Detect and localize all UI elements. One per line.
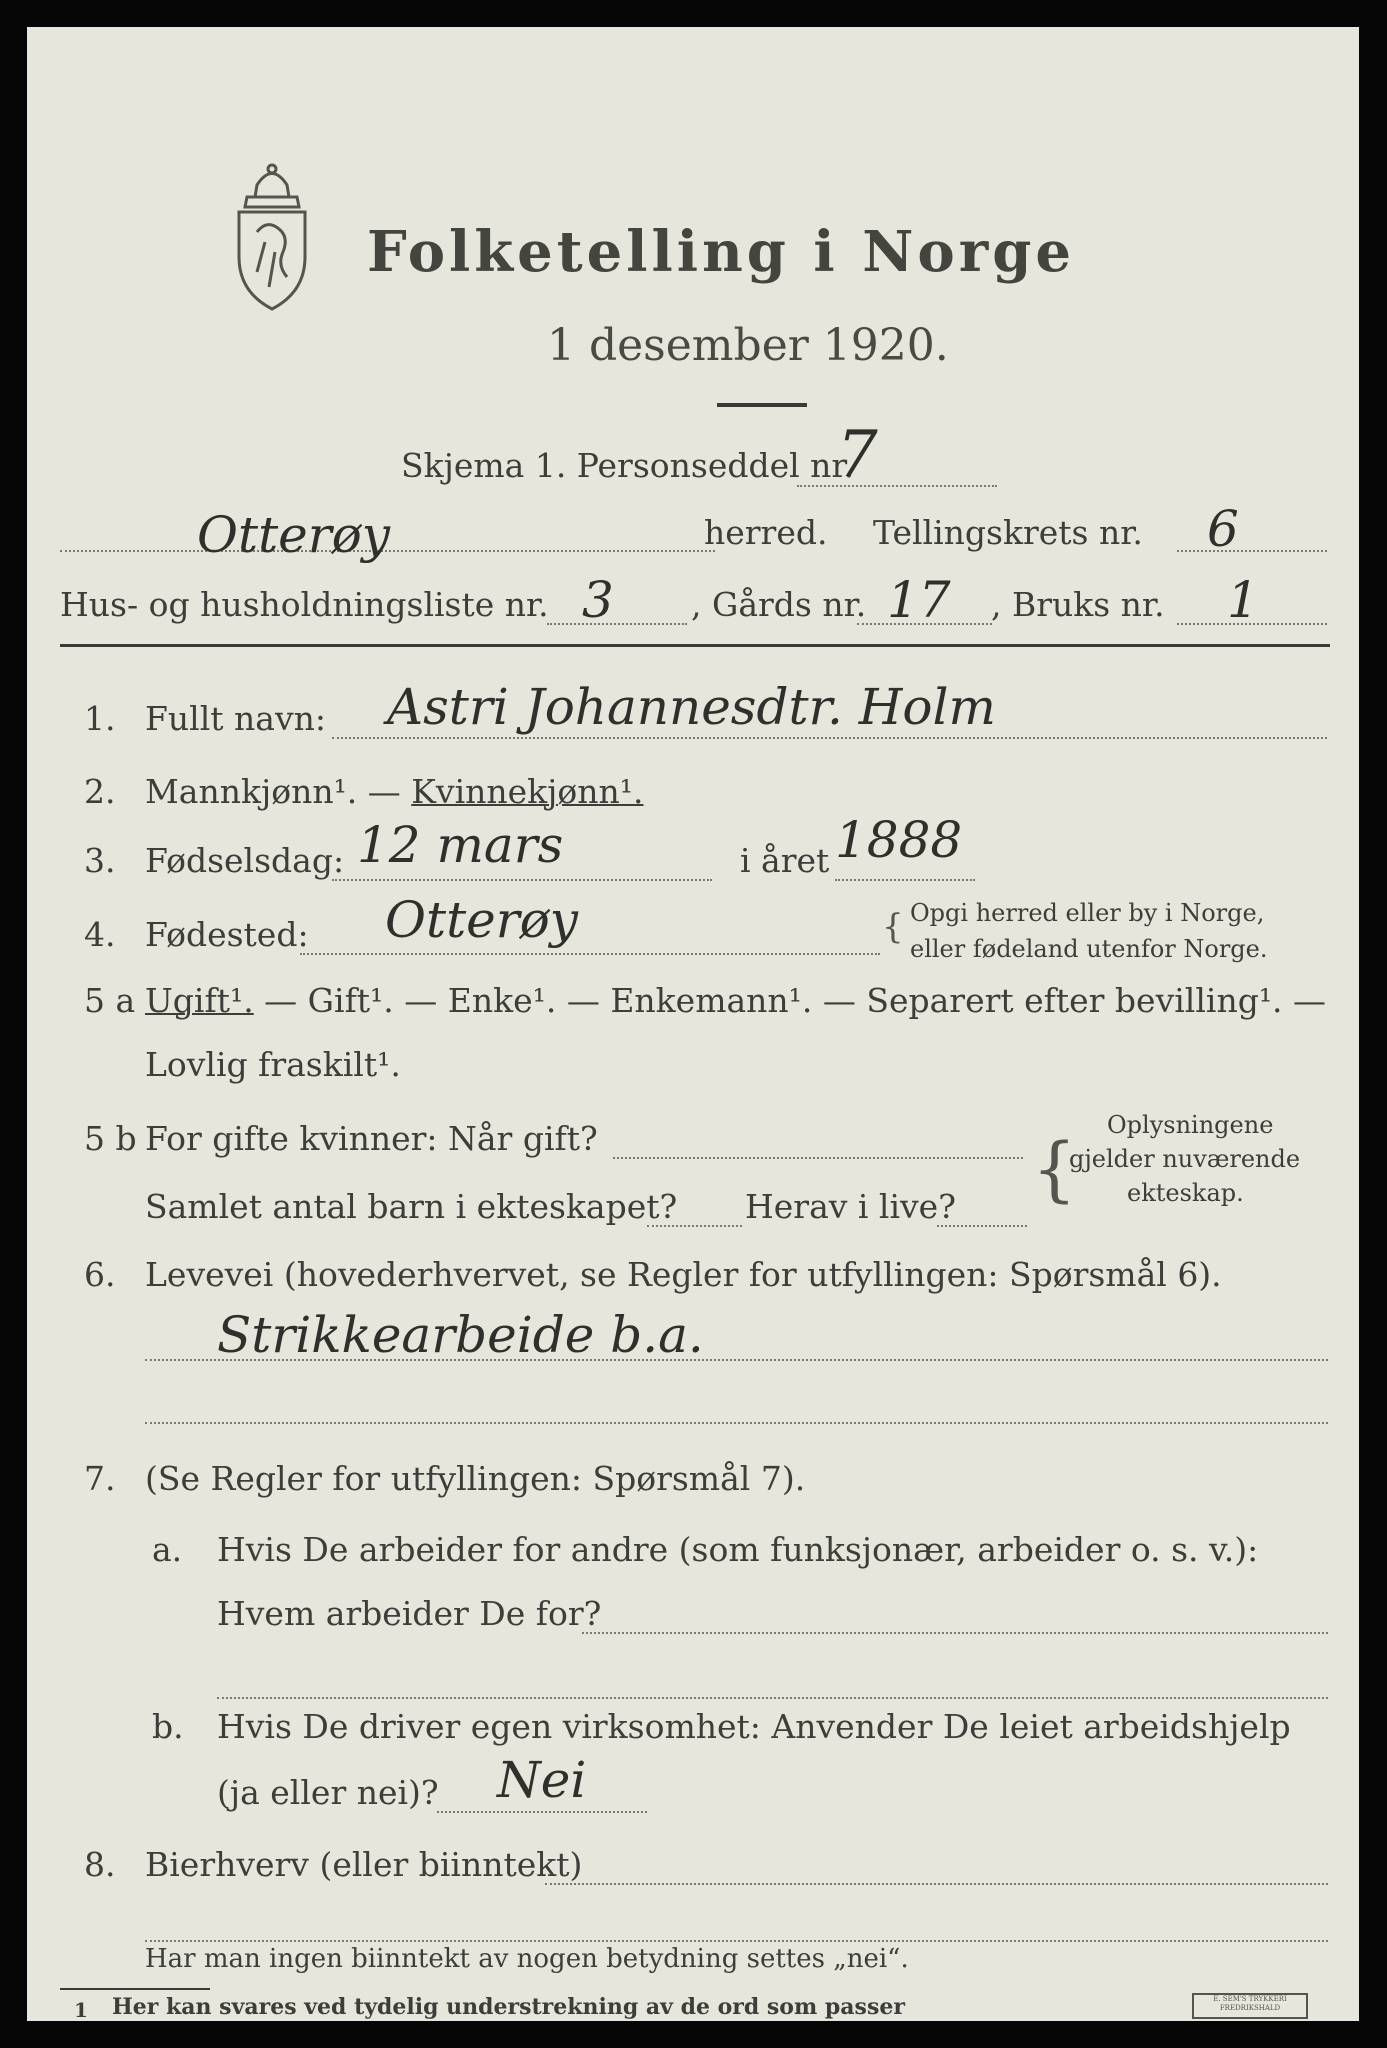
gender-male-option: Mannkjønn¹.	[145, 772, 358, 811]
birth-year-value: 1888	[835, 811, 963, 869]
bruks-label: , Bruks nr.	[991, 585, 1165, 624]
q5a-line2: Lovlig fraskilt¹.	[145, 1045, 401, 1084]
gards-label: , Gårds nr.	[691, 585, 867, 624]
form-title: Folketelling i Norge	[367, 219, 1076, 285]
q5b-number: 5 b	[84, 1119, 137, 1158]
q7b-line2: (ja eller nei)?	[217, 1773, 439, 1812]
birthplace-value: Otterøy	[385, 891, 579, 949]
footnote-divider	[60, 1988, 210, 1990]
q5b-note-line2: gjelder nuværende	[1069, 1145, 1301, 1173]
q7a-letter: a.	[152, 1530, 183, 1569]
footnote-text: Her kan svares ved tydelig understrekning av de ord som passer	[112, 1994, 905, 2020]
q5b-note-line1: Oplysningene	[1107, 1111, 1274, 1139]
herred-label: herred.	[704, 513, 828, 552]
q5b-note-line3: ekteskap.	[1127, 1179, 1244, 1207]
occupation-value: Strikkearbeide b.a.	[217, 1306, 704, 1364]
q7a-line2: Hvem arbeider De for?	[217, 1594, 602, 1633]
census-form-sheet	[27, 27, 1359, 2021]
coat-of-arms-icon	[217, 157, 327, 317]
q5b-label3: Herav i live?	[745, 1187, 956, 1226]
q2-number: 2.	[84, 772, 116, 811]
q6-number: 6.	[84, 1255, 116, 1294]
q8-label: Bierhverv (eller biinntekt)	[145, 1845, 583, 1884]
title-divider	[717, 403, 807, 407]
q5b-brace: {	[1032, 1128, 1077, 1210]
gards-value: 17	[887, 571, 951, 629]
header-separator	[60, 644, 1330, 647]
q8-note: Har man ingen biinntekt av nogen betydning settes „nei“.	[145, 1944, 909, 1974]
bruks-value: 1	[1227, 571, 1259, 629]
birthday-value: 12 mars	[357, 816, 564, 874]
q4-brace: {	[882, 907, 904, 947]
printer-stamp: E. SEM'S TRYKKERI FREDRIKSHALD	[1192, 1993, 1308, 2019]
q7a-line1: Hvis De arbeider for andre (som funksjonær, arbeider o. s. v.):	[217, 1530, 1259, 1569]
q7b-letter: b.	[152, 1707, 184, 1746]
schema-label: Skjema 1. Personseddel nr.	[401, 446, 855, 485]
q7-number: 7.	[84, 1459, 116, 1498]
q4-note-line1: Opgi herred eller by i Norge,	[910, 899, 1265, 927]
q4-number: 4.	[84, 915, 116, 954]
husholdningsliste-label: Hus- og husholdningsliste nr.	[60, 585, 549, 624]
tellingskrets-label: Tellingskrets nr.	[873, 513, 1143, 552]
q3-number: 3.	[84, 841, 116, 880]
gender-female-option-underlined: Kvinnekjønn¹.	[411, 772, 644, 811]
q7-label: (Se Regler for utfyllingen: Spørsmål 7).	[145, 1459, 806, 1498]
full-name-value: Astri Johannesdtr. Holm	[387, 678, 996, 736]
hired-help-value: Nei	[497, 1751, 587, 1809]
husholdningsliste-value: 3	[582, 571, 614, 629]
census-date: 1 desember 1920.	[547, 320, 949, 371]
marital-ugift-underlined: Ugift¹.	[145, 981, 254, 1020]
year-label: i året	[740, 841, 830, 880]
q1-label: Fullt navn:	[145, 699, 326, 738]
q5a-options: Ugift¹. — Gift¹. — Enke¹. — Enkemann¹. — Separert efter bevilling¹. —	[145, 981, 1327, 1020]
q2-options: Mannkjønn¹. — Kvinnekjønn¹.	[145, 772, 644, 811]
q8-number: 8.	[84, 1845, 116, 1884]
q1-number: 1.	[84, 699, 116, 738]
q4-label: Fødested:	[145, 915, 309, 954]
q6-label: Levevei (hovederhvervet, se Regler for utfyllingen: Spørsmål 6).	[145, 1255, 1222, 1294]
q5a-number: 5 a	[84, 981, 136, 1020]
herred-value: Otterøy	[197, 506, 391, 564]
q5b-label2: Samlet antal barn i ekteskapet?	[145, 1187, 678, 1226]
schema-number-value: 7	[837, 418, 878, 492]
q7b-line1: Hvis De driver egen virksomhet: Anvender De leiet arbeidshjelp	[217, 1707, 1291, 1746]
q5b-label1: For gifte kvinner: Når gift?	[145, 1119, 598, 1158]
q4-note-line2: eller fødeland utenfor Norge.	[910, 935, 1268, 963]
q3-label: Fødselsdag:	[145, 841, 345, 880]
footnote-mark: 1	[74, 1998, 88, 2021]
tellingskrets-value: 6	[1207, 500, 1239, 558]
